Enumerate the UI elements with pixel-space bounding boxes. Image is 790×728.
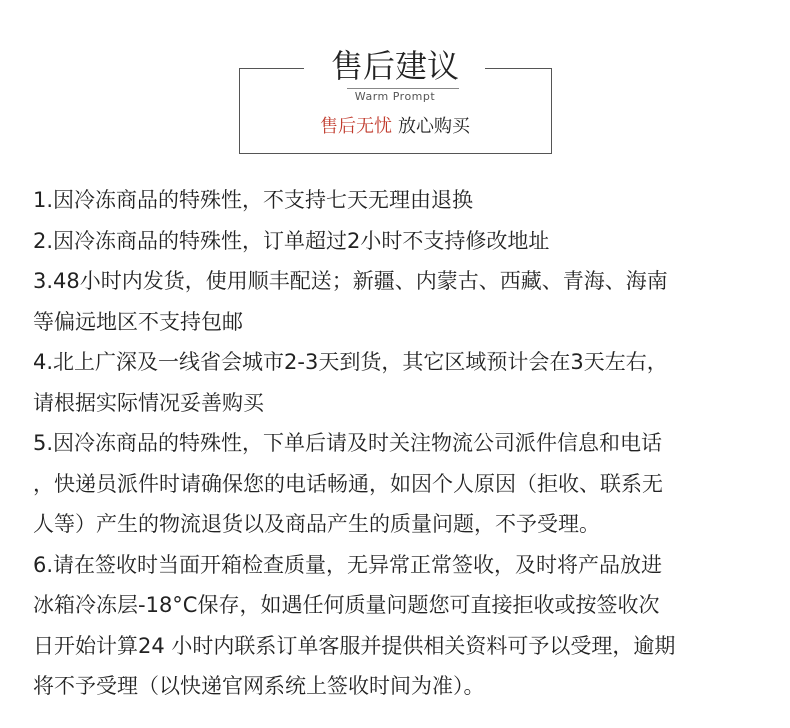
notice-line: 请根据实际情况妥善购买 bbox=[33, 390, 264, 415]
notice-line: 5.因冷冻商品的特殊性，下单后请及时关注物流公司派件信息和电话 bbox=[33, 431, 663, 455]
notice-line: 等偏远地区不支持包邮 bbox=[33, 309, 243, 334]
page-subtitle: Warm Prompt bbox=[354, 90, 436, 103]
notice-line: 4.北上广深及一线省会城市2-3天到货，其它区域预计会在3天左右， bbox=[33, 350, 668, 374]
slogan bbox=[0, 114, 790, 140]
notice-line: 6.请在签收时当面开箱检查质量，无异常正常签收，及时将产品放进 bbox=[33, 552, 663, 577]
slogan-highlight: 售后无忧 bbox=[320, 116, 392, 137]
notice-line: 人等）产生的物流退货以及商品产生的质量问题，不予受理。 bbox=[33, 512, 600, 536]
notice-line: 3.48小时内发货，使用顺丰配送；新疆、内蒙古、西藏、青海、海南 bbox=[33, 269, 668, 293]
notice-body bbox=[33, 180, 763, 707]
notice-line: 日开始计算24 小时内联系订单客服并提供相关资料可予以受理，逾期 bbox=[33, 633, 676, 658]
slogan-text: 放心购买 bbox=[398, 116, 470, 137]
page-title: 售后建议 bbox=[330, 47, 459, 85]
notice-line: 2.因冷冻商品的特殊性，订单超过2小时不支持修改地址 bbox=[33, 228, 550, 253]
notice-line: 冰箱冷冻层-18°C保存，如遇任何质量问题您可直接拒收或按签收次 bbox=[33, 593, 660, 617]
notice-line: 将不予受理（以快递官网系统上签收时间为准）。 bbox=[33, 674, 485, 698]
notice-line: 1.因冷冻商品的特殊性，不支持七天无理由退换 bbox=[33, 188, 474, 212]
notice-line: ，快递员派件时请确保您的电话畅通，如因个人原因（拒收、联系无 bbox=[33, 471, 663, 496]
